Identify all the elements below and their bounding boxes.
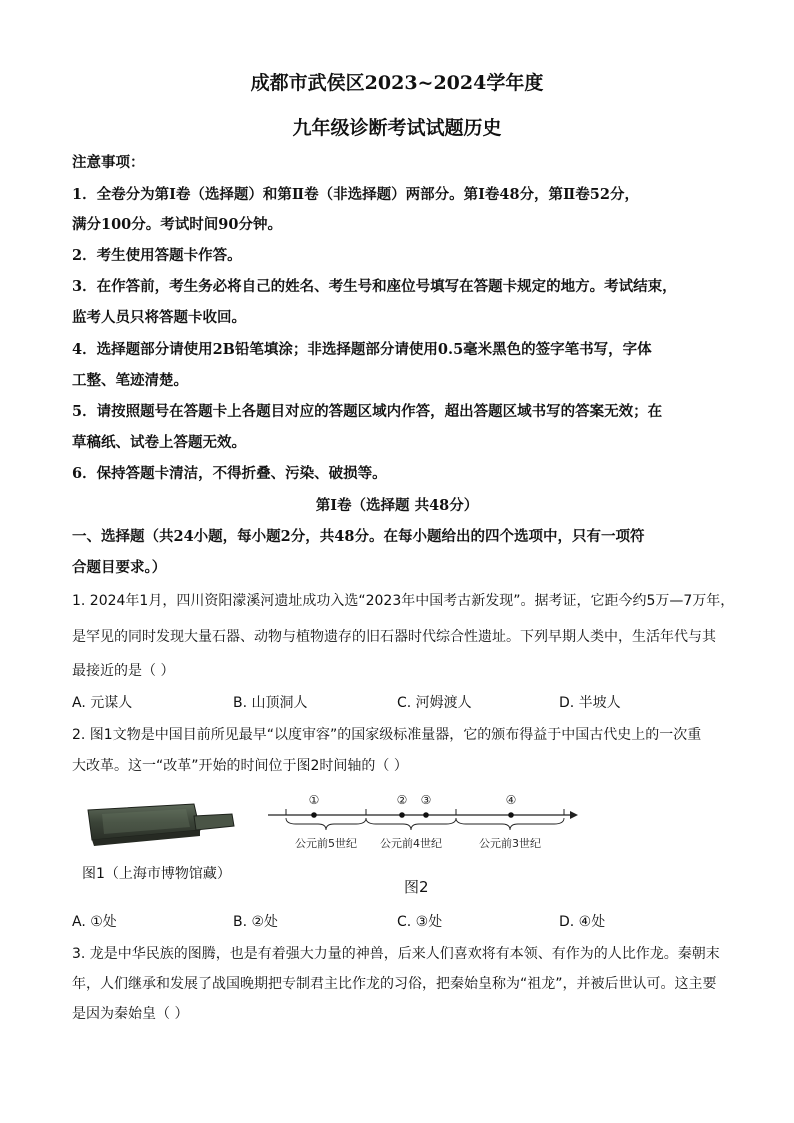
figure2-caption: 图2 — [404, 878, 429, 896]
timeline-mark-4: ④ — [505, 793, 517, 807]
exam-title-line1: 成都市武侯区2023~2024学年度 — [250, 72, 544, 94]
timeline-arrow — [570, 811, 578, 819]
q3-stem: 3. 龙是中华民族的图腾，也是有着强大力量的神兽，后来人们喜欢将有本领、有作为的人比作龙。秦朝末 — [72, 946, 720, 962]
timeline-point-3 — [423, 812, 429, 818]
q2-option-b: B. ②处 — [233, 914, 279, 930]
exam-title-line2: 九年级诊断考试试题历史 — [292, 117, 502, 139]
q1-option-c: C. 河姆渡人 — [397, 695, 472, 711]
q1-stem: 是罕见的同时发现大量石器、动物与植物遗存的旧石器时代综合性遗址。下列早期人类中，生活年代与其 — [72, 629, 716, 645]
q1-option-b: B. 山顶洞人 — [233, 695, 308, 711]
note-line: 满分100分。考试时间90分钟。 — [72, 216, 282, 233]
section-instruction: 合题目要求。） — [72, 559, 167, 576]
timeline-mark-1: ① — [308, 793, 320, 807]
note-line: 工整、笔迹清楚。 — [72, 372, 188, 389]
note-line: 监考人员只将答题卡收回。 — [72, 309, 246, 326]
q1-stem: 最接近的是（ ） — [72, 663, 175, 679]
section-heading: 第Ⅰ卷（选择题 共48分） — [315, 497, 479, 514]
timeline-brace-3 — [456, 818, 564, 830]
q2-option-c: C. ③处 — [397, 914, 443, 930]
timeline-mark-2: ② — [396, 793, 408, 807]
timeline-brace-1 — [286, 818, 366, 830]
timeline-point-2 — [399, 812, 405, 818]
q2-option-a: A. ①处 — [72, 914, 117, 930]
note-line: 2．考生使用答题卡作答。 — [72, 247, 242, 264]
section-instruction: 一、选择题（共24小题，每小题2分，共48分。在每小题给出的四个选项中，只有一项符 — [72, 528, 645, 545]
timeline-segment-label-1: 公元前5世纪 — [295, 837, 357, 850]
timeline-figure — [266, 792, 582, 854]
note-line: 4．选择题部分请使用2B铅笔填涂；非选择题部分请使用0.5毫米黑色的签字笔书写，字体 — [72, 341, 652, 358]
q1-stem: 1. 2024年1月，四川资阳濛溪河遗址成功入选“2023年中国考古新发现”。据考证，它距今约5万—7万年， — [72, 593, 735, 609]
timeline-segment-label-3: 公元前3世纪 — [479, 837, 541, 850]
note-line: 1．全卷分为第Ⅰ卷（选择题）和第Ⅱ卷（非选择题）两部分。第Ⅰ卷48分，第Ⅱ卷52分， — [72, 186, 639, 203]
notes-heading: 注意事项： — [72, 154, 145, 171]
timeline-segment-label-2: 公元前4世纪 — [380, 837, 442, 850]
timeline-brace-2 — [366, 818, 456, 830]
timeline-point-1 — [311, 812, 317, 818]
bronze-measure-image — [82, 800, 242, 850]
figure1-caption: 图1（上海市博物馆藏） — [82, 866, 231, 882]
q3-stem: 是因为秦始皇（ ） — [72, 1006, 189, 1022]
q3-stem: 年，人们继承和发展了战国晚期把专制君主比作龙的习俗，把秦始皇称为“祖龙”，并被后世认可。这主要 — [72, 976, 717, 992]
q1-option-d: D. 半坡人 — [559, 695, 621, 711]
note-line: 5．请按照题号在答题卡上各题目对应的答题区域内作答，超出答题区域书写的答案无效；在 — [72, 403, 663, 420]
q2-option-d: D. ④处 — [559, 914, 606, 930]
q2-stem: 大改革。这一“改革”开始的时间位于图2时间轴的（ ） — [72, 758, 408, 774]
note-line: 3．在作答前，考生务必将自己的姓名、考生号和座位号填写在答题卡规定的地方。考试结束， — [72, 278, 677, 295]
timeline-mark-3: ③ — [420, 793, 432, 807]
q2-stem: 2. 图1文物是中国目前所见最早“以度审容”的国家级标准量器，它的颁布得益于中国古代史上的一次重 — [72, 727, 702, 743]
timeline-point-4 — [508, 812, 514, 818]
note-line: 草稿纸、试卷上答题无效。 — [72, 434, 246, 451]
q1-option-a: A. 元谋人 — [72, 695, 133, 711]
note-line: 6．保持答题卡清洁，不得折叠、污染、破损等。 — [72, 465, 387, 482]
